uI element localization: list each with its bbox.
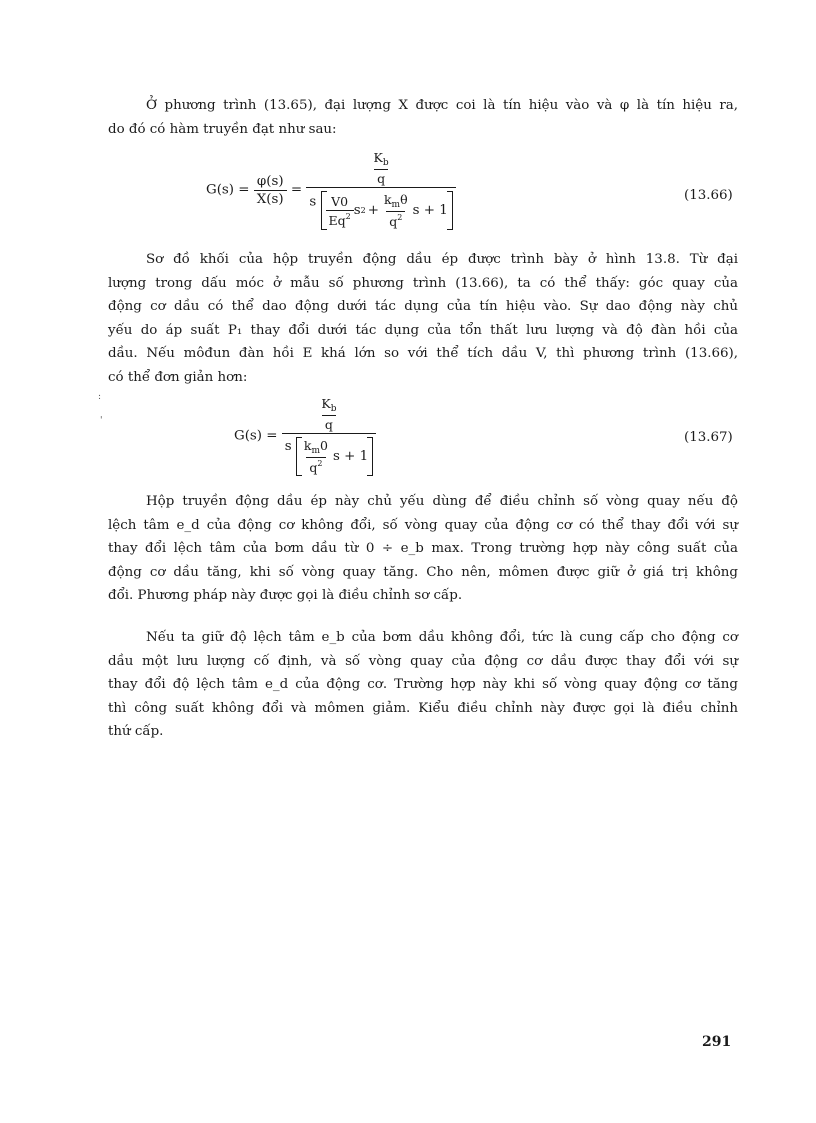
eq1-phi-fraction (254, 174, 287, 207)
eq1-main-num (368, 150, 395, 187)
paragraph-2-line-3: động cơ dầu có thể dao động dưới tác dụng của tín hiệu vào. Sự dao động này chủ (108, 299, 738, 314)
paragraph-3-line-1: Hộp truyền động dầu ép này chủ yếu dùng để điều chỉnh số vòng quay nếu độ (146, 494, 738, 509)
eq2-main-fraction (282, 396, 376, 476)
paragraph-4-line-1: Nếu ta giữ độ lệch tâm e_b của bơm dầu không đổi, tức là cung cấp cho động cơ (146, 630, 738, 645)
eq2-s: s (284, 439, 292, 454)
eq1-main-den (306, 187, 455, 230)
eq1-phi-num: φ(s) (256, 173, 284, 189)
eq1-km: k (383, 192, 392, 207)
scan-speck: ' (100, 416, 103, 426)
paragraph-3-line-4: động cơ dầu tăng, khi số vòng quay tăng. Cho nên, mômen được giữ ở giá trị không (108, 564, 738, 580)
scan-speck: : (98, 392, 102, 402)
eq2-theta: 0 (320, 438, 328, 453)
eq1-v0: V0 (331, 193, 349, 209)
eq1-theta: θ (400, 192, 408, 207)
paragraph-2 (108, 248, 738, 389)
eq1-q2: q (389, 214, 398, 229)
eq2-q: q (322, 415, 336, 432)
paragraph-4-line-5: thứ cấp. (108, 724, 164, 739)
page-number: 291 (702, 1034, 732, 1050)
paragraph-4 (108, 626, 738, 744)
eq2-kb-over-q (318, 396, 339, 432)
equation-13-66 (206, 150, 456, 230)
eq1-eq: Eq (328, 212, 346, 228)
eq2-kb: K (321, 396, 331, 411)
paragraph-1-line-2: do đó có hàm truyền đạt như sau: (108, 121, 337, 137)
eq2-km: k (303, 438, 312, 453)
paragraph-1 (108, 94, 738, 141)
eq2-q2: q (309, 460, 318, 475)
equation-13-67 (234, 396, 376, 476)
eq2-km-fraction (301, 438, 331, 475)
paragraph-3-line-2: lệch tâm e_d của động cơ không đổi, số vòng quay của động cơ có thể thay đổi với sự (108, 517, 738, 533)
paragraph-3-line-5: đổi. Phương pháp này được gọi là điều chỉnh sơ cấp. (108, 588, 463, 603)
eq1-s2-exp: 2 (360, 206, 366, 215)
paragraph-2-line-5: dầu. Nếu môđun đàn hồi E khá lớn so với thể tích dầu V, thì phương trình (13.66), (108, 346, 738, 361)
eq1-km-fraction (381, 192, 411, 229)
eq2-km-sub: m (311, 446, 321, 456)
paragraph-1-line-1: Ở phương trình (13.65), đại lượng X được coi là tín hiệu vào và φ là tín hiệu ra, (146, 98, 738, 113)
eq1-v0-fraction (326, 194, 354, 228)
eq1-main-fraction (306, 150, 455, 230)
eq1-phi-den: X(s) (254, 190, 287, 207)
eq2-main-den (282, 433, 376, 476)
paragraph-2-line-2: lượng trong dấu móc ở mẫu số phương trình (13.66), ta có thể thấy: góc quay của (108, 275, 738, 291)
paragraph-4-line-3: thay đổi độ lệch tâm e_d của động cơ. Trường hợp này khi số vòng quay động cơ tăng (108, 677, 738, 692)
paragraph-2-line-6: có thể đơn giản hơn: (108, 369, 248, 385)
eq2-main-num (315, 396, 342, 433)
eq2-bracket (296, 437, 373, 476)
paragraph-3 (108, 490, 738, 608)
eq1-kb: K (373, 150, 383, 165)
eq1-q2-exp: 2 (397, 213, 403, 222)
paragraph-2-line-1: Sơ đồ khối của hộp truyền động dầu ép được trình bày ở hình 13.8. Từ đại (146, 252, 738, 267)
eq1-q: q (374, 169, 388, 186)
eq2-q2-exp: 2 (317, 459, 323, 468)
paragraph-4-line-2: dầu một lưu lượng cố định, và số vòng quay của động cơ dầu được thay đổi với sự (108, 653, 738, 669)
eq1-s: s (309, 194, 317, 210)
paragraph-4-line-4: thì công suất không đổi và mômen giảm. Kiểu điều chỉnh này được gọi là điều chỉnh (108, 700, 738, 716)
eq1-kb-sub: b (382, 158, 389, 168)
paragraph-3-line-3: thay đổi lệch tâm của bơm dầu từ 0 ÷ e_b max. Trong trường hợp này công suất của (108, 541, 738, 556)
eq1-eq-exp: 2 (345, 211, 351, 221)
eq2-kb-sub: b (330, 404, 337, 414)
eq1-lhs: G(s) = (206, 182, 250, 198)
eq1-equals: = (290, 182, 303, 198)
eq1-bracket (321, 191, 453, 230)
eq1-km-sub: m (391, 200, 401, 210)
equation-number-13-67: (13.67) (684, 430, 733, 445)
eq1-s-term: s + 1 (412, 203, 448, 218)
paragraph-2-line-4: yếu do áp suất P₁ thay đổi dưới tác dụng của tổn thất lưu lượng và độ đàn hồi của (108, 322, 738, 338)
equation-number-13-66: (13.66) (684, 188, 733, 203)
eq1-kb-over-q (371, 150, 392, 186)
eq2-s-term: s + 1 (332, 449, 369, 464)
eq1-s2: s (353, 203, 361, 218)
eq1-plus: + (367, 203, 379, 218)
eq2-lhs: G(s) = (234, 428, 278, 444)
